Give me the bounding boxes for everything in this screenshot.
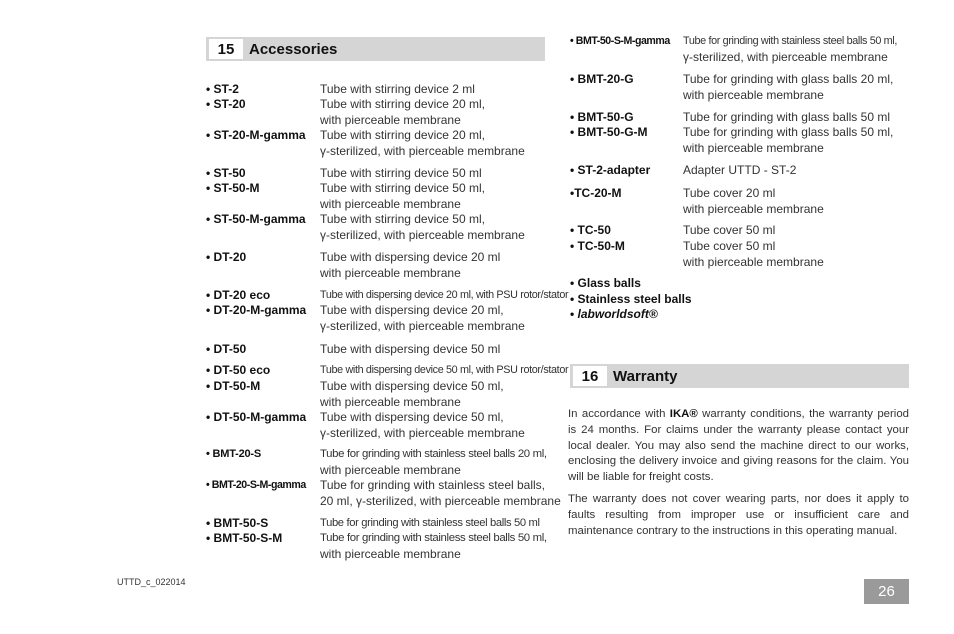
accessory-name: • BMT-20-S-M-gamma <box>206 479 306 491</box>
accessory-description: Tube for grinding with stainless steel balls 50 ml, γ-sterilized, with pierceable membrane <box>683 35 897 64</box>
accessories-section-title: Accessories <box>249 40 338 58</box>
accessory-name: • BMT-50-S-M <box>206 531 283 545</box>
accessory-name: • ST-20 <box>206 97 246 111</box>
accessory-description: Adapter UTTD - ST-2 <box>683 163 797 177</box>
accessory-name: •TC-20-M <box>570 186 622 200</box>
accessory-name: • DT-50-M-gamma <box>206 410 307 424</box>
accessory-description: Tube for grinding with glass balls 20 ml, with pierceable membrane <box>683 72 894 102</box>
accessory-name: • ST-50 <box>206 166 246 180</box>
accessory-description: Tube with stirring device 20 ml, with pierceable membrane <box>320 97 485 127</box>
accessory-name: • BMT-50-G <box>570 110 634 124</box>
warranty-paragraph-1: In accordance with IKA® warranty conditions, the warranty period is 24 months. For claims under the warranty please contact your local dealer. You may also send the machine direct to our works, enclosing the delivery invoice and giving reasons for the claim. You will be liable for freight costs. <box>568 408 909 484</box>
accessory-description: Tube cover 50 ml <box>683 223 776 237</box>
accessory-description: Tube with stirring device 50 ml, γ-sterilized, with pierceable membrane <box>320 212 525 242</box>
accessories-section-number: 15 <box>209 39 243 59</box>
document-code: UTTD_c_022014 <box>117 577 186 587</box>
accessory-description: Tube with stirring device 50 ml <box>320 166 482 180</box>
ika-brand: IKA® <box>669 408 698 420</box>
accessory-description: Tube with dispersing device 20 ml with pierceable membrane <box>320 250 501 280</box>
warranty-section-header <box>570 364 909 388</box>
accessory-description: Tube with dispersing device 20 ml, γ-sterilized, with pierceable membrane <box>320 303 525 333</box>
accessory-name: • DT-50 eco <box>206 363 271 377</box>
accessory-description: Tube with dispersing device 50 ml <box>320 342 501 356</box>
accessory-description: Tube with dispersing device 20 ml, with PSU rotor/stator <box>320 289 569 301</box>
accessory-name: • DT-50 <box>206 342 247 356</box>
accessory-name: • ST-50-M-gamma <box>206 212 306 226</box>
accessory-name: • BMT-50-S <box>206 516 269 530</box>
accessory-name: • labworldsoft® <box>570 307 658 321</box>
accessory-name: • ST-50-M <box>206 181 260 195</box>
accessory-description: Tube with dispersing device 50 ml, γ-sterilized, with pierceable membrane <box>320 410 525 440</box>
accessory-name: • DT-20 eco <box>206 288 271 302</box>
accessory-name: • ST-20-M-gamma <box>206 128 306 142</box>
accessory-name: • BMT-20-S <box>206 448 262 460</box>
accessory-description: Tube cover 50 ml with pierceable membrane <box>683 239 824 269</box>
accessory-name: • DT-20 <box>206 250 247 264</box>
accessory-name: • BMT-50-S-M-gamma <box>570 35 670 47</box>
accessory-description: Tube for grinding with stainless steel balls, 20 ml, γ-sterilized, with pierceable membrane <box>320 478 561 508</box>
accessory-description: Tube with stirring device 20 ml, γ-sterilized, with pierceable membrane <box>320 128 525 158</box>
accessory-name: • Glass balls <box>570 276 641 290</box>
warranty-section-title: Warranty <box>613 367 678 385</box>
accessory-description: Tube with stirring device 50 ml, with pierceable membrane <box>320 181 485 211</box>
accessory-description: Tube with dispersing device 50 ml, with PSU rotor/stator <box>320 364 569 376</box>
accessory-name: • BMT-50-G-M <box>570 125 648 139</box>
accessory-name: • DT-50-M <box>206 379 261 393</box>
accessory-name: • ST-2-adapter <box>570 163 651 177</box>
accessory-name: • ST-2 <box>206 82 239 96</box>
accessory-description: Tube for grinding with stainless steel balls 20 ml, with pierceable membrane <box>320 448 547 477</box>
accessory-name: • DT-20-M-gamma <box>206 303 307 317</box>
warranty-paragraph-2: The warranty does not cover wearing parts, nor does it apply to faults resulting from improper use or insufficient care and maintenance contrary to the instructions in this operating manual. <box>568 493 909 537</box>
accessory-name: • TC-50 <box>570 223 611 237</box>
accessory-description: Tube for grinding with glass balls 50 ml, with pierceable membrane <box>683 125 894 155</box>
accessory-description: Tube cover 20 ml with pierceable membrane <box>683 186 824 216</box>
accessory-name: • TC-50-M <box>570 239 625 253</box>
accessory-description: Tube for grinding with stainless steel balls 50 ml <box>320 517 540 529</box>
accessory-description: Tube with dispersing device 50 ml, with pierceable membrane <box>320 379 504 409</box>
accessories-section-header <box>206 37 545 61</box>
accessory-description: Tube for grinding with stainless steel balls 50 ml, with pierceable membrane <box>320 532 547 561</box>
accessory-description: Tube for grinding with glass balls 50 ml <box>683 110 890 124</box>
accessory-name: • BMT-20-G <box>570 72 634 86</box>
page-number: 26 <box>864 579 909 604</box>
accessory-name: • Stainless steel balls <box>570 292 692 306</box>
warranty-section-number: 16 <box>573 366 607 386</box>
accessory-description: Tube with stirring device 2 ml <box>320 82 475 96</box>
